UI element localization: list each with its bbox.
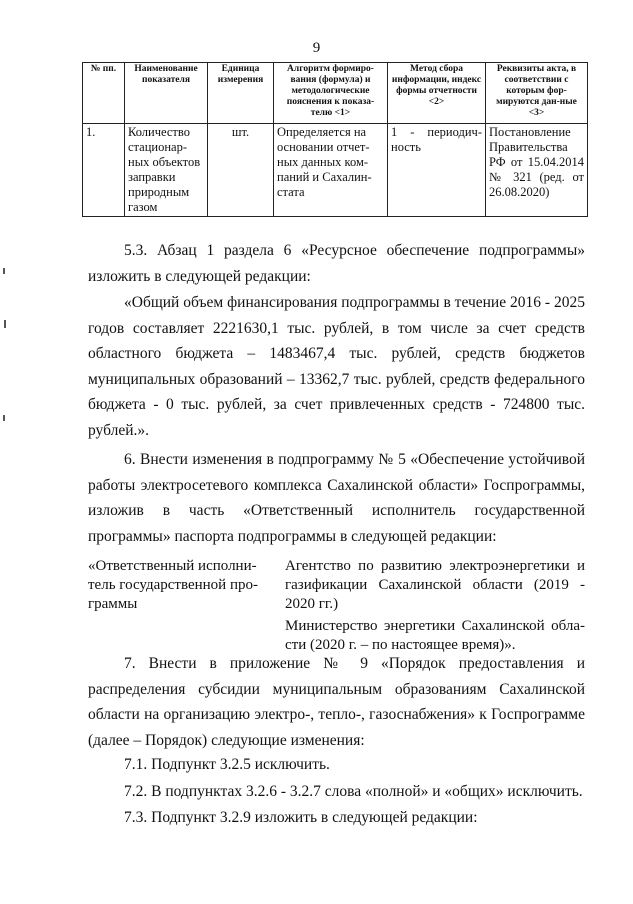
table-row [83,124,588,217]
passport-label: «Ответственный исполни-тель государственной про-граммы [88,558,258,612]
column-header: Наименование показателя [125,63,208,124]
column-header: Реквизиты акта, в соответствии с которым фор-мируются дан-ные <3> [486,63,588,124]
scan-mark [4,320,6,328]
paragraph-7-3: 7.3. Подпункт 3.2.9 изложить в следующей редакции: [124,809,478,826]
unit-cell: шт. [208,124,274,217]
scan-mark [3,415,5,421]
page-number: 9 [312,40,321,56]
scan-mark [3,268,5,274]
passport-value [285,557,585,655]
column-header: Алгоритм формиро-вания (формула) и методологические пояснения к показа-телю <1> [274,63,388,124]
table-header-row [83,63,588,124]
indicator-table [82,62,588,217]
paragraph-7-1: 7.1. Подпункт 3.2.5 исключить. [124,756,330,773]
column-header: Единица измерения [208,63,274,124]
passport-value-ministry: Министерство энергетики Сахалинской обла-сти (2020 г. – по настоящее время)». [285,618,585,653]
row-number: 1. [83,124,125,217]
act-cell: Постановление Правительства РФ от 15.04.2014 № 321 (ред. от 26.08.2020) [486,124,588,217]
column-header: № пп. [83,63,125,124]
paragraph-7: 7. Внести в приложение № 9 «Порядок предоставления и распределения субсидии муниципальным образованиям Сахалинской области на организацию электро-, тепло-, газоснабжения» к Госпрограмме (далее – Порядок) следующие изменения: [88,655,585,749]
paragraph-5-3-quote: «Общий объем финансирования подпрограммы в течение 2016 - 2025 годов составляет 2221630,1 тыс. рублей, в том числе за счет средств областного бюджета – 1483467,4 тыс. рублей, средств бюджетов муниципальных образований – 13362,7 тыс. рублей, средств федерального бюджета - 0 тыс. рублей, за счет привлеченных средств - 724800 тыс. рублей.». [88,294,585,439]
indicator-name: Количество стационар-ных объектов заправки природным газом [125,124,208,217]
passport-value-agency: Агентство по развитию электроэнергетики и газификации Сахалинской области (2019 - 2020 гг.) [285,558,585,612]
paragraph-5-3: 5.3. Абзац 1 раздела 6 «Ресурсное обеспечение подпрограммы» изложить в следующей редакции: [88,242,585,285]
paragraph-6: 6. Внести изменения в подпрограмму № 5 «Обеспечение устойчивой работы электросетевого комплекса Сахалинской области» Госпрограммы, изложив в часть «Ответственный исполнитель государственной программы» паспорта подпрограммы в следующей редакции: [88,451,585,545]
algorithm-cell: Определяется на основании отчет-ных данных ком-паний и Сахалин-стата [274,124,388,217]
paragraph-7-2: 7.2. В подпунктах 3.2.6 - 3.2.7 слова «полной» и «общих» исключить. [124,783,583,800]
method-cell: 1 - периодич-ность [388,124,486,217]
column-header: Метод сбора информации, индекс формы отчетности <2> [388,63,486,124]
